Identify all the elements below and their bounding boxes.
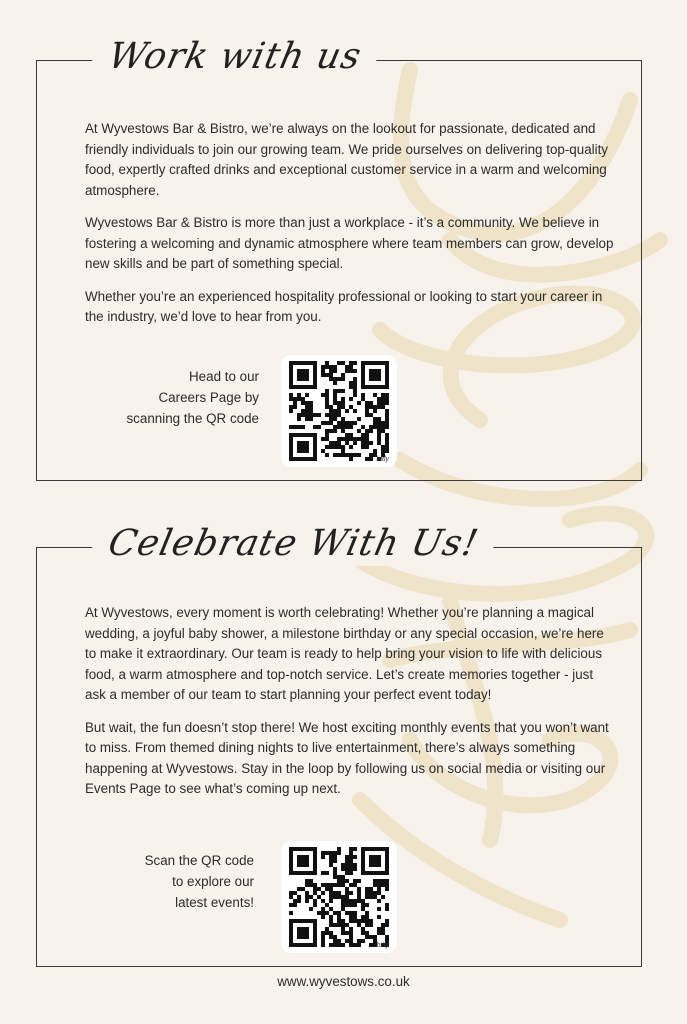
celebrate-paragraph: At Wyvestows, every moment is worth celebrating! Whether you’re planning a magical wedding, a joyful baby shower, a milestone birthday or any special occasion, we’re here to make it extraordinary. Our team is ready to help bring your vision to life with delicious food, a warm atmosphere and top-notch service. Let’s create memories together - just ask a member of our team to start planning your perfect event today! (85, 605, 604, 702)
events-qr-code[interactable] (281, 841, 397, 953)
work-paragraph: Whether you’re an experienced hospitality professional or looking to start your career in the industry, we’d love to hear from you. (85, 288, 603, 324)
events-qr-caption: Scan the QR code to explore our latest events! (144, 853, 254, 910)
work-with-us-body (85, 119, 615, 340)
bitly-logo: bitly (376, 456, 389, 463)
careers-qr-code[interactable] (281, 355, 397, 467)
website-link[interactable]: www.wyvestows.co.uk (277, 974, 410, 989)
work-with-us-section (36, 36, 642, 481)
work-paragraph: Wyvestows Bar & Bistro is more than just a workplace - it’s a community. We believe in fostering a welcoming and dynamic atmosphere where team members can grow, develop new skills and be part of something special. (85, 215, 614, 271)
bitly-logo: bitly (376, 942, 389, 949)
celebrate-paragraph: But wait, the fun doesn’t stop there! We host exciting monthly events that you won’t want to miss. From themed dining nights to live entertainment, there’s always something happening at Wyvestows. Stay in the loop by following us on social media or visiting our Events Page to see what’s coming up next. (85, 719, 609, 796)
qr-code-icon (288, 361, 390, 461)
celebrate-heading: Celebrate With Us! (88, 522, 498, 566)
celebrate-body (85, 603, 615, 812)
qr-code-icon (288, 847, 390, 947)
celebrate-with-us-section (36, 523, 642, 967)
work-paragraph: At Wyvestows Bar & Bistro, we’re always on the lookout for passionate, dedicated and friendly individuals to join our growing team. We pride ourselves on delivering top-quality food, expertly crafted drinks and exceptional customer service in a warm and welcoming atmosphere. (85, 121, 609, 198)
work-with-us-heading: Work with us (88, 35, 381, 79)
careers-qr-caption: Head to our Careers Page by scanning the QR code (126, 369, 259, 426)
